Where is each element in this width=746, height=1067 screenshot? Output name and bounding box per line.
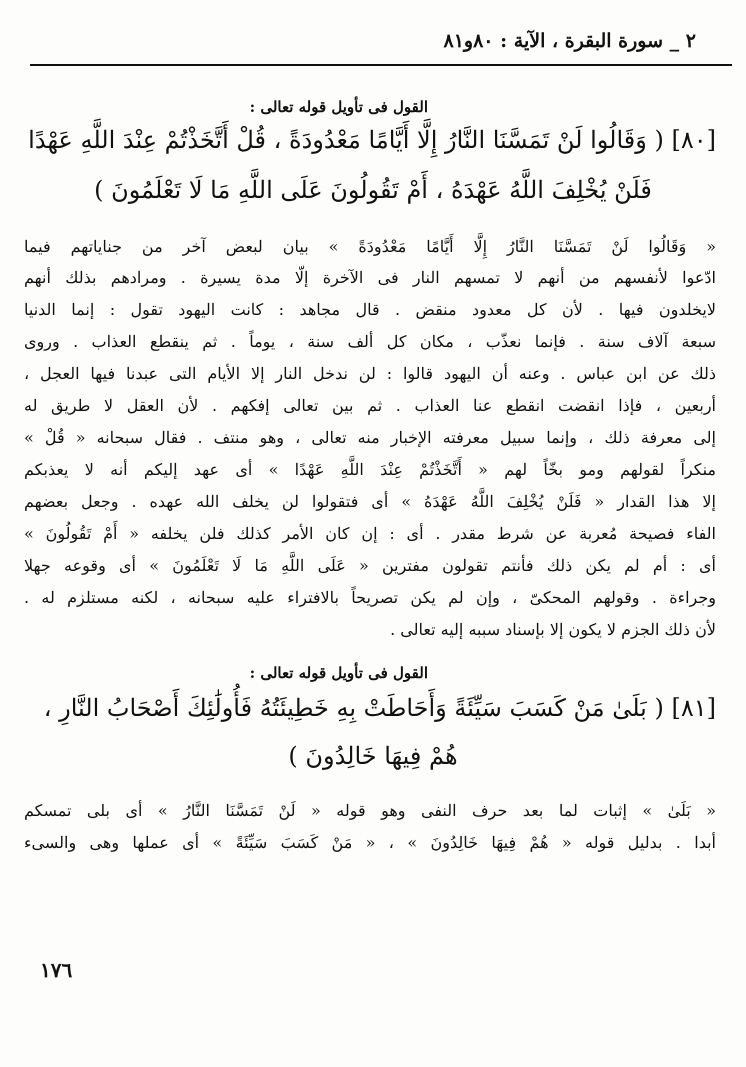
text-line: إلا هذا القدار « فَلَنْ يُخْلِفَ اللَّهُ عَهْدَهُ » أى فتقولوا لن يخلف الله عهده . وجعل بعضهم [24, 492, 716, 511]
text-line: الفاء فصيحة مُعربة عن شرط مقدر . أى : إن كان الأمر كذلك فلن يخلفه « أَمْ تَقُولُونَ » [24, 524, 716, 543]
text-line: « وَقَالُوا لَنْ تَمَسَّنَا النَّارُ إِلَّا أَيَّامًا مَعْدُودَةً » بيان لبعض آخر من جناياتهم فيما [24, 237, 716, 256]
section-heading: القول فى تأويل قوله تعالى : [249, 664, 428, 682]
verse-line: [٨٠] ( وَقَالُوا لَنْ تَمَسَّنَا النَّارُ إِلَّا أَيَّامًا مَعْدُودَةً ، قُلْ أَتَّخَذْتُمْ عِنْدَ اللَّهِ عَهْدًا [28, 126, 716, 154]
text-line: سبعة آلاف سنة . فإنما نعذّب ، مكان كل ألف سنة ، يوماً . ثم ينقطع العذاب . وروى [24, 332, 716, 351]
text-line: لأن ذلك الجزم لا يكون إلا بإسناد سببه إليه تعالى . [390, 620, 716, 639]
text-line: أى : أم لم يكن ذلك فأنتم تقولون مفترين « عَلَى اللَّهِ مَا لَا تَعْلَمُونَ » أى وقوعه جهلا [24, 556, 716, 575]
text-line: إلى معرفة ذلك ، وإنما سبيل معرفته الإخبار منه تعالى ، وهو منتف . فقال سبحانه « قُلْ » [24, 428, 716, 447]
verse-line: [٨١] ( بَلَىٰ مَنْ كَسَبَ سَيِّئَةً وَأَحَاطَتْ بِهِ خَطِيئَتُهُ فَأُولَٰئِكَ أَصْحَابُ النَّارِ ، [43, 694, 716, 722]
text-line: أربعين ، فإذا انقضت انقطع عنا العذاب . ثم بين تعالى إفكهم . لأن العقل لا طريق له [24, 396, 716, 415]
verse-line: فَلَنْ يُخْلِفَ اللَّهُ عَهْدَهُ ، أَمْ تَقُولُونَ عَلَى اللَّهِ مَا لَا تَعْلَمُونَ ) [94, 176, 652, 204]
text-line: « بَلَىٰ » إثبات لما بعد حرف النفى وهو قوله « لَنْ تَمَسَّنَا النَّارُ » أى بلى تمسكم [24, 801, 716, 820]
text-line: ذلك عن ابن عباس . وعنه أن اليهود قالوا : لن ندخل النار إلا الأيام التى عبدنا فيها العجل ، [24, 364, 716, 383]
verse-line: هُمْ فِيهَا خَالِدُونَ ) [288, 742, 458, 770]
text-line: وجراءة . وقولهم المحكىّ ، وإن لم يكن تصريحاً بالافتراء عليه سبحانه ، لكنه مستلزم له . [24, 588, 716, 607]
section-heading: القول فى تأويل قوله تعالى : [249, 98, 428, 116]
text-line: أبدا . بدليل قوله « هُمْ فِيهَا خَالِدُونَ » ، « مَنْ كَسَبَ سَيِّئَةً » أى عملها وهى والسىء [24, 833, 716, 852]
text-line: لايخلدون فيها . لأن كل معدود منقض . قال مجاهد : كانت اليهود تقول : إنما الدنيا [24, 300, 716, 319]
text-line: منكراً لقولهم ومو بخّاً لهم « أَتَّخَذْتُمْ عِنْدَ اللَّهِ عَهْدًا » أى عهد إليكم أنه لا يعذبكم [24, 460, 716, 479]
page-number: ١٧٦ [40, 958, 73, 982]
header-rule [30, 64, 732, 66]
text-line: ادّعوا لأنفسهم من أنهم لا تمسهم النار فى الآخرة إلّا مدة يسيرة . ومرادهم بذلك أنهم [24, 268, 716, 287]
running-header: ٢ _ سورة البقرة ، الآية : ٨٠و٨١ [443, 30, 696, 52]
